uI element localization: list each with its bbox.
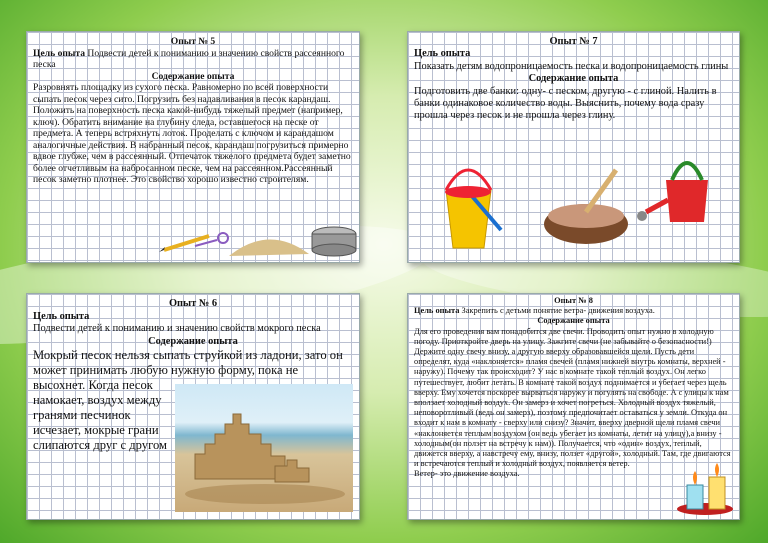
bucket-bowl-watering-can-icon [416, 140, 736, 252]
card-title: Опыт № 6 [168, 298, 218, 309]
content-header: Содержание опыта [537, 316, 610, 326]
content-header: Содержание опыта [528, 73, 619, 85]
card-title: Опыт № 5 [170, 36, 216, 47]
experiment-card-8 [407, 293, 740, 520]
content-lead: Мокрый песок нельзя сыпать струйкой из ладони, зато он может принимать любую нужную форму, пока не [33, 348, 343, 378]
content-line: намокает, воздух между [33, 393, 162, 408]
goal-text: Подвести детей к пониманию и значению свойств рассеянного песка [33, 47, 345, 70]
content-header: Содержание опыта [148, 335, 238, 347]
goal-label: Цель опыта [33, 310, 90, 322]
content-header: Содержание опыта [151, 70, 235, 82]
goal-text: Подвести детей к пониманию и значению свойств мокрого песка [33, 323, 321, 335]
goal-text: Закрепить с детьми понятие ветра- движения воздуха. [459, 306, 655, 316]
goal-label: Цель опыта [414, 48, 471, 60]
experiment-card-7 [407, 31, 740, 263]
card-title: Опыт № 8 [554, 296, 593, 305]
content-line: исчезает, мокрые грани [33, 423, 159, 438]
content-text: Разровнять площадку из сухого песка. Равномерно по всей поверхности сыпать песок через сито. Погрузить без надавливания в песок карандаш. Положить на поверхность песка какой-нибудь тяжелый предмет (например, ключ). Обратить внимание на глубину следа, оставшегося на песке от предмета. А теперь встряхнуть лоток. Проделать с ключом и карандашом аналогичные действия. В набранный песок, карандаш погрузиться примерно вдвое глубже, чем в рассеянный. Отпечаток тяжелого предмета будет заметно более отчетливым на набросанном песке, чем на рассеянном.Рассеянный песок заметно плотнее. Это свойство хорошо известно строителям. [33, 82, 351, 185]
goal-text: Показать детям водопроницаемость песка и водопроницаемость глины [414, 60, 729, 72]
card-title: Опыт № 7 [549, 36, 598, 47]
goal-label: Цель опыта [33, 47, 86, 59]
content-text: Подготовить две банки: одну- с песком, другую - с глиной. Налить в банки одинаковое количество воды. Выяснить, почему вода сразу прошла через песок и не прошла через глину. [414, 85, 717, 122]
sandcastle-photo [175, 384, 353, 512]
content-line: гранями песчинок [33, 408, 131, 423]
experiment-card-5 [26, 31, 360, 263]
pencil-key-sand-sieve-icon [159, 214, 359, 258]
goal-label: Цель опыта [414, 306, 460, 316]
experiment-card-6 [26, 293, 360, 520]
content-line: слипаются друг с другом [33, 438, 167, 453]
goal [33, 48, 353, 71]
closing-text: Ветер- это движение воздуха. [414, 469, 520, 479]
content-text: Для его проведения вам понадобится две свечи. Проводить опыт нужно в холодную погоду. Приоткройте дверь на улицу. Зажгите свечи (не забывайте о безопасности!) Держите одну свечу внизу, а другую вверху образовавшейся щели. Пусть дети определят, куда «наклоняется» пламя свечей (пламя нижней внутрь комнаты, верхней - наружу). Почему так происходит? У нас в комнате такой теплый воздух. Он легко путешествует, любит летать. В комнате такой воздух поднимается и убегает через щель вверху. Ему хочется поскорее вырваться наружу и погулять на свободе. А с улицы к нам вползает холодный воздух. Он замерз и хочет погреться. Холодный воздух тяжелый, неповоротливый (ведь он замерз), поэтому предпочитает оставаться у земли. Откуда он входит к нам в комнату - сверху или снизу? Значит, вверху дверной щели пламя свечи «наклоняется теплым воздухом (он ведь убегает из комнаты, летит на улицу),а внизу - холодным(он ползет на встречу к нам)). Получается, что «один» воздух, теплый, движется вверху, а навстречу ему, внизу, ползет «другой», холодный. Там, где двигаются и встречаются теплый и холодный воздух, появляется ветер. [414, 326, 731, 469]
candles-icon [675, 459, 735, 515]
content-line: высохнет. Когда песок [33, 378, 153, 393]
goal [414, 306, 733, 316]
